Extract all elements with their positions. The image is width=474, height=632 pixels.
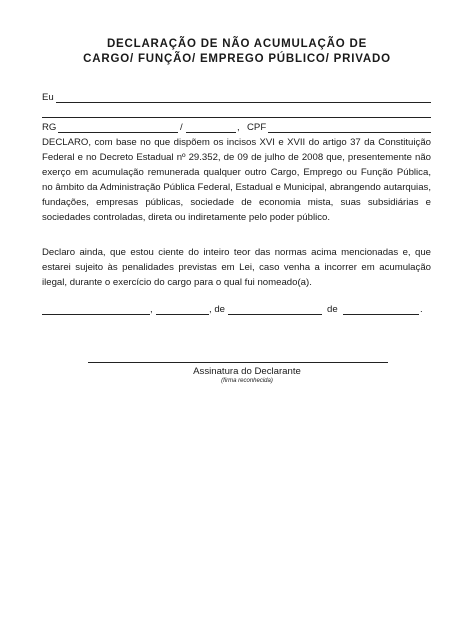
signature-field[interactable] bbox=[88, 362, 388, 363]
day-field[interactable] bbox=[156, 314, 209, 315]
declaration-paragraph: DECLARO, com base no que dispõem os incisos XVI e XVII do artigo 37 da Constituição Federal e no Decreto Estadual nº 29.352, de 09 de julho de 2008 que, presentemente não exerço em acumulação remunerada qualquer outro Cargo, Emprego ou Função Pública, no âmbito da Administração Pública Federal, Estadual e Municipal, abrangendo autarquias, fundações, empresas públicas, sociedade de economia mista, suas subsidiárias e sociedades controladas, direta ou indiretamente pelo poder público. bbox=[42, 137, 431, 223]
date-period: . bbox=[420, 304, 423, 315]
month-field[interactable] bbox=[228, 314, 322, 315]
title-line-1: DECLARAÇÃO DE NÃO ACUMULAÇÃO DE bbox=[106, 38, 368, 50]
signature-label: Assinatura do Declarante bbox=[193, 366, 301, 377]
awareness-paragraph: Declaro ainda, que estou ciente do inteiro teor das normas acima mencionadas e, que estarei sujeito às penalidades previstas em Lei, caso venha a incorrer em acumulação ilegal, durante o exercício do cargo para o qual fui nomeado(a). bbox=[42, 247, 431, 288]
rg-issuer-field[interactable] bbox=[186, 132, 236, 133]
name-field[interactable] bbox=[56, 102, 431, 103]
title-line-2: CARGO/ FUNÇÃO/ EMPREGO PÚBLICO/ PRIVADO bbox=[83, 53, 391, 65]
rg-label: RG bbox=[42, 122, 57, 133]
eu-label: Eu bbox=[42, 92, 54, 103]
cpf-field[interactable] bbox=[268, 132, 431, 133]
year-field[interactable] bbox=[343, 314, 419, 315]
date-comma: , bbox=[150, 304, 153, 315]
signature-note: (firma reconhecida) bbox=[221, 378, 273, 384]
cpf-label: CPF bbox=[247, 122, 267, 133]
date-de-1: , de bbox=[209, 304, 226, 315]
city-field[interactable] bbox=[42, 314, 150, 315]
rg-comma: , bbox=[237, 122, 240, 133]
rg-separator: / bbox=[180, 122, 183, 133]
rg-number-field[interactable] bbox=[58, 132, 178, 133]
name-field-continued[interactable] bbox=[42, 117, 431, 118]
date-de-2: de bbox=[327, 304, 338, 315]
